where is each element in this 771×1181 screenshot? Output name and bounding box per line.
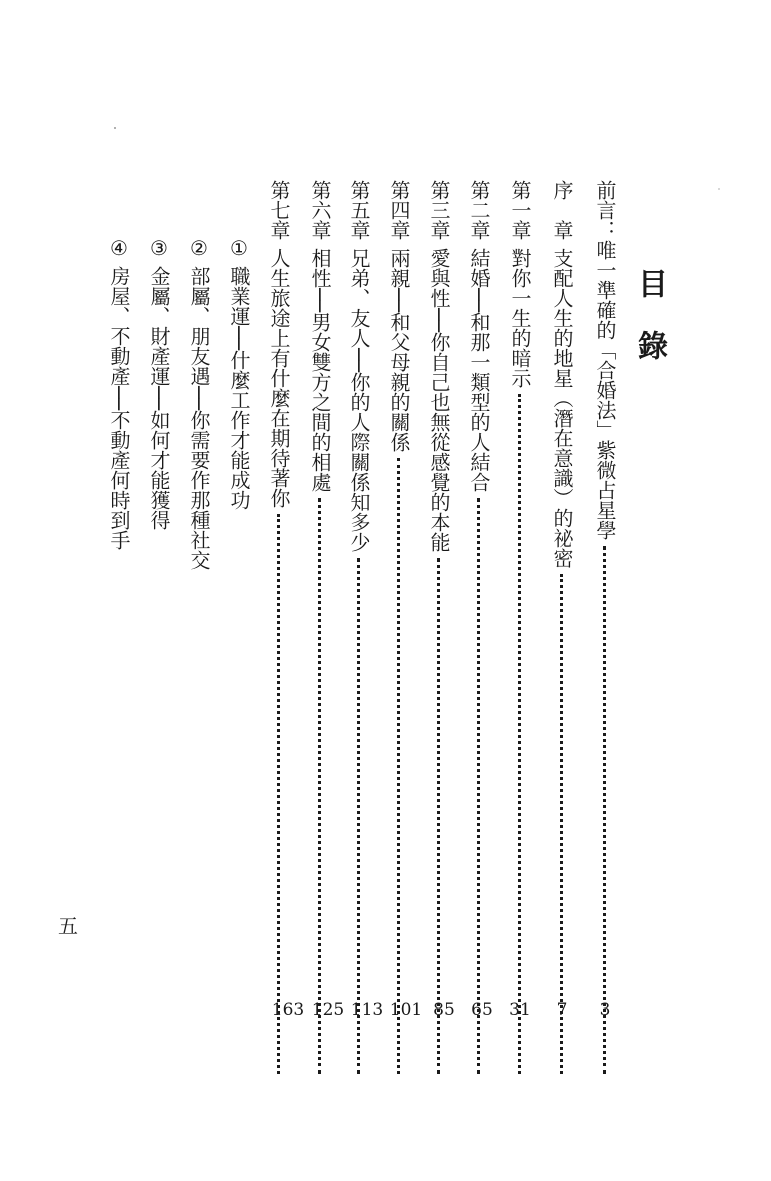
dot-leader — [318, 498, 321, 1074]
entry-label: 第六章 — [308, 180, 332, 240]
paper-speck — [718, 188, 720, 190]
toc-entry-chapter-3 — [422, 180, 456, 1080]
subentry-text: 金屬、財產運──如何才能獲得 — [147, 266, 171, 531]
toc-entry-chapter-5 — [342, 180, 376, 1080]
toc-entry-chapter-4 — [382, 180, 416, 1080]
circled-number: ② — [187, 236, 211, 260]
toc-subentry-2 — [182, 236, 216, 1136]
entry-label: 第一章 — [508, 180, 532, 240]
entry-label: 第三章 — [427, 180, 451, 240]
toc-entry-chapter-6 — [303, 180, 337, 1080]
toc-subentry-1 — [222, 236, 256, 1136]
subentry-text: 部屬、朋友遇──你需要作那種社交 — [187, 266, 211, 571]
entry-text: 兄弟、友人──你的人際關係知多少 — [347, 248, 371, 553]
circled-number: ① — [227, 236, 251, 260]
entry-label: 前言 — [593, 180, 617, 220]
toc-entry-chapter-1 — [503, 180, 537, 1080]
page-number: 101 — [389, 1000, 423, 1020]
folio-page-number: 五 — [58, 914, 78, 938]
toc-entry-prologue — [545, 180, 579, 1080]
subentry-text: 房屋、不動產──不動產何時到手 — [107, 266, 131, 551]
page-number: 7 — [556, 1000, 568, 1020]
page-number: 85 — [433, 1000, 455, 1020]
entry-text: 兩親──和父母親的關係 — [387, 248, 411, 453]
dot-leader — [518, 394, 521, 1074]
toc-entry-chapter-2 — [462, 180, 496, 1080]
entry-label: 第七章 — [267, 180, 291, 240]
entry-text: 對你一生的暗示 — [508, 248, 532, 388]
page-number: 125 — [311, 1000, 345, 1020]
entry-label: 第四章 — [387, 180, 411, 240]
dot-leader — [397, 458, 400, 1074]
entry-label: 第五章 — [347, 180, 371, 240]
paper-speck — [114, 127, 116, 129]
page-number: 65 — [471, 1000, 493, 1020]
toc-entry-chapter-7 — [262, 180, 296, 1080]
page-number: 3 — [599, 1000, 611, 1020]
dot-leader — [560, 574, 563, 1074]
page-number: 113 — [350, 1000, 384, 1020]
page-number: 163 — [271, 1000, 305, 1020]
entry-text: 支配人生的地星（潛在意識）的祕密 — [550, 248, 574, 568]
entry-label: 序 章 — [550, 180, 574, 240]
entry-text: 相性──男女雙方之間的相處 — [308, 248, 332, 493]
toc-entry-preface — [588, 180, 622, 1080]
circled-number: ④ — [107, 236, 131, 260]
entry-label: 第二章 — [467, 180, 491, 240]
entry-text: 人生旅途上有什麼在期待著你 — [267, 248, 291, 508]
dot-leader — [477, 498, 480, 1074]
page-number: 31 — [509, 1000, 531, 1020]
dot-leader — [603, 546, 606, 1074]
entry-text: 結婚──和那一類型的人結合 — [467, 248, 491, 493]
entry-text: ：唯一準確的「合婚法」紫微占星學 — [593, 220, 617, 540]
dot-leader — [437, 558, 440, 1074]
toc-subentry-4 — [102, 236, 136, 1136]
dot-leader — [357, 558, 360, 1074]
dot-leader — [277, 514, 280, 1074]
subentry-text: 職業運──什麼工作才能成功 — [227, 266, 251, 511]
toc-subentry-3 — [142, 236, 176, 1136]
circled-number: ③ — [147, 236, 171, 260]
toc-title: 目錄 — [632, 268, 667, 392]
entry-text: 愛與性──你自己也無從感覺的本能 — [427, 248, 451, 553]
